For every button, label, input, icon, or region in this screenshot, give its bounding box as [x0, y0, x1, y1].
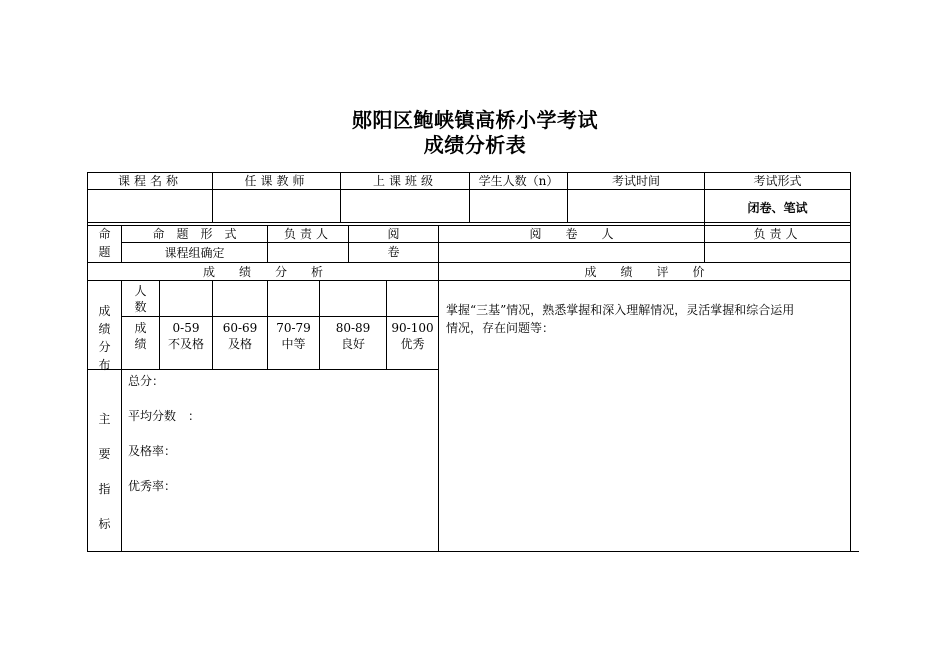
- evaluation-text: 掌握“三基”情况，熟悉掌握和深入理解情况，灵活掌握和综合运用 情况，存在问题等：: [446, 303, 795, 335]
- row-line: [87, 262, 851, 263]
- student-count-header: 学生人数（n）: [478, 174, 559, 188]
- evaluation-section-header: 成 绩 评 价: [584, 265, 705, 279]
- pass-rate-label: 及格率：: [128, 444, 177, 458]
- row-line: [87, 369, 438, 370]
- grade-range-3: 80-89 良好: [335, 321, 371, 351]
- class-header: 上课班级: [372, 174, 437, 188]
- table-border-bottom: [87, 551, 859, 552]
- grader-label: 阅 卷 人: [529, 227, 614, 241]
- proposition-responsible-label: 负责人: [283, 227, 332, 241]
- grade-range-2: 70-79 中等: [276, 321, 311, 351]
- row-line: [87, 280, 851, 281]
- grade-range-4: 90-100 优秀: [391, 321, 434, 351]
- proposition-label-1: 命: [98, 227, 111, 241]
- proposition-label-2: 题: [98, 245, 111, 259]
- grade-label: 成 绩: [134, 321, 147, 351]
- row-line: [121, 316, 438, 317]
- total-score-label: 总分：: [128, 374, 165, 388]
- excellent-rate-label: 优秀率：: [128, 479, 177, 493]
- exam-form-header: 考试形式: [753, 174, 802, 188]
- grader-responsible-label: 负责人: [753, 227, 802, 241]
- page-title: 郧阳区鲍峡镇高桥小学考试: [352, 108, 598, 132]
- analysis-section-header: 成 绩 分 析: [202, 265, 323, 279]
- row-line: [87, 225, 851, 226]
- proposition-form-label: 命 题 形 式: [152, 227, 237, 241]
- grade-range-1: 60-69 及格: [222, 321, 258, 351]
- average-score-label: 平均分数 ：: [128, 409, 201, 423]
- row-line: [87, 222, 851, 223]
- page-subtitle: 成绩分析表: [423, 133, 527, 157]
- exam-form-value: 闭卷、笔试: [747, 201, 808, 215]
- proposition-form-value: 课程组确定: [164, 246, 225, 260]
- distribution-side-label: 成 绩 分 布: [98, 304, 111, 372]
- teacher-header: 任课教师: [244, 174, 309, 188]
- people-count-label: 人 数: [134, 284, 147, 314]
- course-name-header: 课程名称: [117, 174, 182, 188]
- table-border-right: [850, 172, 851, 552]
- row-line: [121, 242, 438, 243]
- row-line: [438, 242, 851, 243]
- exam-time-header: 考试时间: [611, 174, 660, 188]
- indicators-side-label: 主 要 指 标: [98, 412, 111, 531]
- grade-range-0: 0-59 不及格: [167, 321, 204, 351]
- review-label-1: 阅: [387, 227, 400, 241]
- review-label-2: 卷: [387, 245, 400, 259]
